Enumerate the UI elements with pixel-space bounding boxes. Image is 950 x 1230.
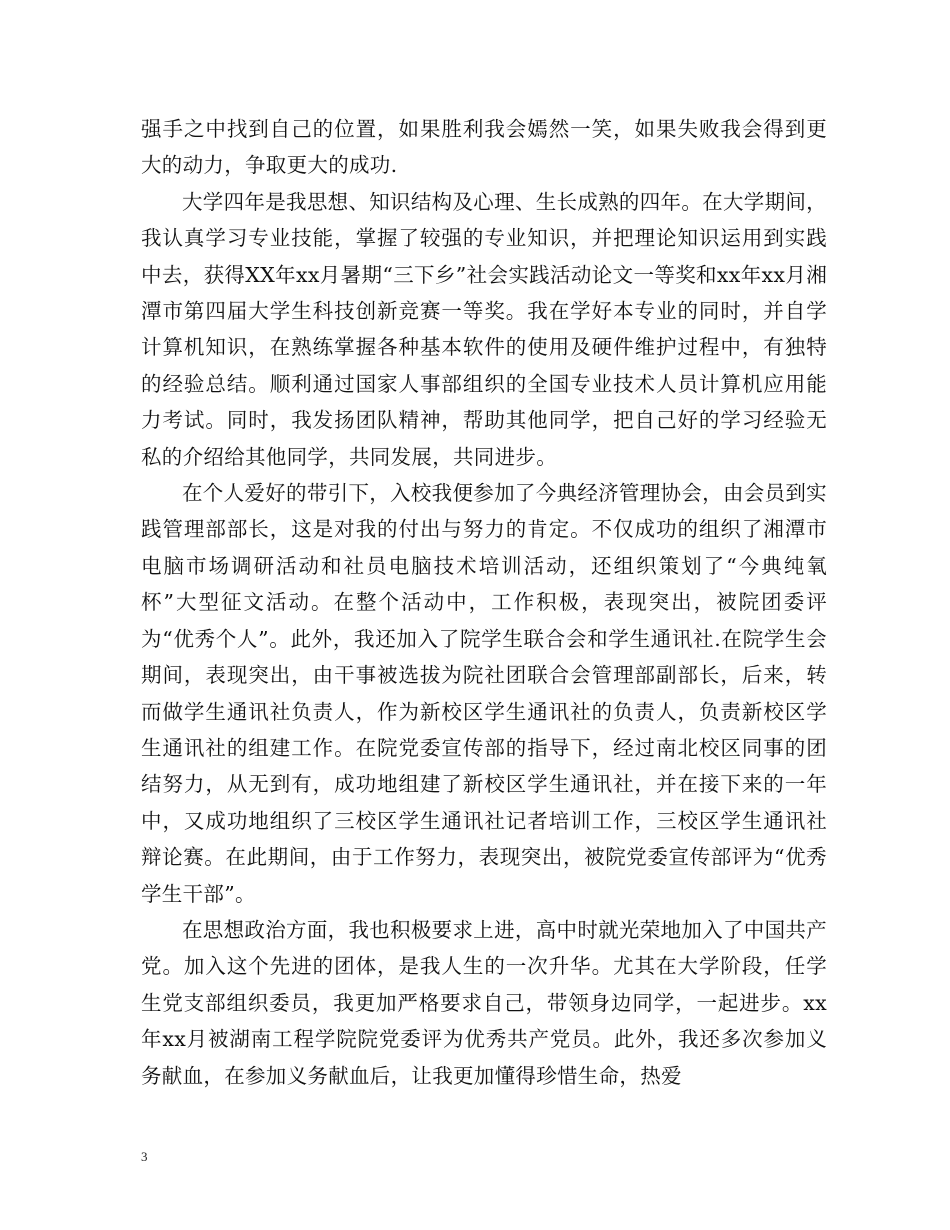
paragraph-2: 大学四年是我思想、知识结构及心理、生长成熟的四年。在大学期间，我认真学习专业技能，掌握了较强的专业知识，并把理论知识运用到实践中去，获得XX年xx月暑期“三下乡”社会实践活动论文一等奖和xx年xx月湘潭市第四届大学生科技创新竞赛一等奖。我在学好本专业的同时，并自学计算机知识，在熟练掌握各种基本软件的使用及硬件维护过程中，有独特的经验总结。顺利通过国家人事部组织的全国专业技术人员计算机应用能力考试。同时，我发扬团队精神，帮助其他同学，把自己好的学习经验无私的介绍给其他同学，共同发展，共同进步。: [141, 189, 827, 469]
page-number: 3: [141, 1149, 148, 1164]
body-text: [141, 111, 827, 1094]
paragraph-4: 在思想政治方面，我也积极要求上进，高中时就光荣地加入了中国共产党。加入这个先进的团体，是我人生的一次升华。尤其在大学阶段，任学生党支部组织委员，我更加严格要求自己，带领身边同学，一起进步。xx年xx月被湖南工程学院院党委评为优秀共产党员。此外，我还多次参加义务献血，在参加义务献血后，让我更加懂得珍惜生命，热爱: [141, 917, 827, 1088]
paragraph-3: 在个人爱好的带引下，入校我便参加了今典经济管理协会，由会员到实践管理部部长，这是对我的付出与努力的肯定。不仅成功的组织了湘潭市电脑市场调研活动和社员电脑技术培训活动，还组织策划了“今典纯氧杯”大型征文活动。在整个活动中，工作积极，表现突出，被院团委评为“优秀个人”。此外，我还加入了院学生联合会和学生通讯社.在院学生会期间，表现突出，由干事被选拔为院社团联合会管理部副部长，后来，转而做学生通讯社负责人，作为新校区学生通讯社的负责人，负责新校区学生通讯社的组建工作。在院党委宣传部的指导下，经过南北校区同事的团结努力，从无到有，成功地组建了新校区学生通讯社，并在接下来的一年中，又成功地组织了三校区学生通讯社记者培训工作，三校区学生通讯社辩论赛。在此期间，由于工作努力，表现突出，被院党委宣传部评为“优秀学生干部”。: [141, 481, 827, 906]
paragraph-1: 强手之中找到自己的位置，如果胜利我会嫣然一笑，如果失败我会得到更大的动力，争取更大的成功.: [141, 117, 827, 178]
